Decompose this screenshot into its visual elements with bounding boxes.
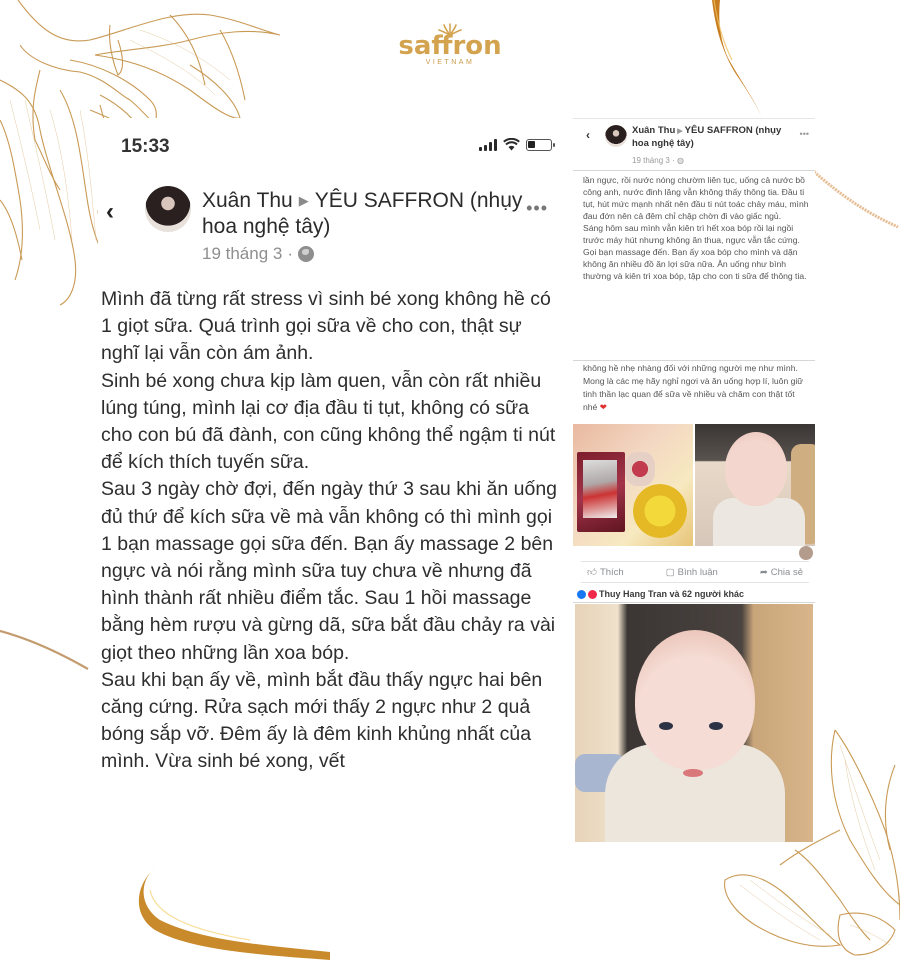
reactions-text: Thuy Hang Tran và 62 người khác — [599, 589, 744, 599]
post-paragraph: Mình đã từng rất stress vì sinh bé xong không hề có 1 giọt sữa. Quá trình gọi sữa về cho con, thật sự nghĩ lại vẫn còn ám ảnh. — [101, 288, 551, 365]
post-body — [101, 286, 561, 776]
comment-button[interactable] — [666, 567, 718, 578]
comment-icon: ▢ — [665, 566, 675, 578]
saffron-jar — [625, 452, 655, 486]
post-meta — [632, 156, 684, 165]
arrow-right-icon: ▶ — [298, 193, 309, 208]
status-icons — [479, 138, 552, 151]
wifi-icon — [503, 138, 520, 151]
status-time: 15:33 — [121, 136, 170, 157]
baby-mouth — [683, 769, 703, 777]
share-icon: ➦ — [759, 566, 768, 578]
post-paragraph: Sau khi bạn ấy về, mình bắt đầu thấy ngực hai bên căng cứng. Rửa sạch mới thấy 2 ngực như 2 quả bóng sắp vỡ. Đêm ấy là đêm kinh khủng nhất của mình. Vừa sinh bé xong, vết — [101, 668, 543, 773]
baby-eye — [659, 722, 673, 730]
globe-icon — [298, 246, 314, 262]
like-button[interactable] — [587, 566, 624, 578]
author-line — [202, 188, 532, 240]
baby-closeup-photo[interactable] — [575, 604, 813, 842]
post-paragraph: Sau 3 ngày chờ đợi, đến ngày thứ 3 sau khi ăn uống đủ thứ để kích sữa về mà vẫn không có thì mình gọi 1 bạn massage gọi sữa đến. Bạn ấy massage 2 bên ngực và nói rằng mình sữa tuy chưa về nhưng đã hình thành rất nhiều điểm tắc. Sau 1 hồi massage bằng hèm rượu và gừng dã, sữa bắt đầu chảy ra vài giọt theo những lần xoa bóp. — [101, 478, 558, 664]
brand-subtitle: VIETNAM — [425, 59, 475, 66]
commenter-avatar[interactable] — [799, 546, 813, 560]
share-button[interactable] — [760, 567, 803, 578]
tea-cup — [633, 484, 687, 538]
back-button[interactable]: ‹ — [106, 198, 114, 225]
status-bar — [98, 118, 564, 178]
baby-eye — [709, 722, 723, 730]
comment-label: Bình luận — [677, 566, 718, 578]
author-line — [632, 125, 792, 150]
post-body-bottom — [583, 362, 809, 414]
signal-icon — [479, 138, 497, 151]
gold-streak-right — [810, 165, 900, 235]
saffron-product-photo[interactable] — [573, 424, 693, 546]
battery-icon — [526, 139, 552, 151]
post-date[interactable]: 19 tháng 3 — [632, 156, 670, 165]
heart-icon: ❤ — [599, 402, 607, 412]
meta-separator: · — [287, 244, 294, 263]
divider — [573, 602, 815, 603]
gold-streak-bottom — [130, 860, 330, 960]
back-button[interactable]: ‹ — [586, 128, 590, 142]
brand-logo — [395, 22, 505, 78]
product-box — [577, 452, 625, 532]
post-photos — [573, 424, 815, 546]
divider — [573, 170, 815, 171]
left-post-screenshot — [98, 118, 564, 848]
reactions-summary[interactable] — [577, 589, 744, 599]
more-options-button[interactable]: ••• — [799, 129, 809, 139]
love-reaction-icon — [588, 590, 597, 599]
post-actions — [581, 561, 809, 583]
divider — [573, 360, 815, 361]
more-options-button[interactable]: ••• — [526, 198, 548, 218]
right-post-screenshot — [573, 118, 815, 842]
group-name[interactable]: YÊU SAFFRON (nhụy hoa nghệ tây) — [202, 189, 523, 238]
post-date[interactable]: 19 tháng 3 — [202, 244, 283, 263]
post-paragraph: Sinh bé xong chưa kịp làm quen, vẫn còn rất nhiều lúng túng, mình lại cơ địa đầu ti tụt, không có sữa cho con bú đã đành, con cũng không thể ngậm ti nút để kích thích tuyến sữa. — [101, 369, 556, 474]
globe-icon: ◍ — [676, 156, 684, 165]
post-header — [98, 180, 564, 270]
post-header-small — [573, 118, 815, 170]
group-name[interactable]: YÊU SAFFRON (nhụy hoa nghệ tây) — [632, 125, 782, 149]
author-name[interactable]: Xuân Thu — [202, 189, 293, 212]
like-label: Thích — [599, 566, 624, 578]
arrow-right-icon: ▶ — [677, 128, 683, 135]
post-body-top — [583, 174, 809, 282]
post-paragraph: không hề nhẹ nhàng đối với những người mẹ như mình. Mong là các mẹ hãy nghỉ ngơi và ăn uống hợp lí, luôn giữ tinh thần lạc quan để sữa về nhiều và chăm con thật tốt nhé — [583, 363, 804, 412]
share-label: Chia sẻ — [770, 566, 803, 578]
like-icon: 👍︎ — [587, 567, 597, 578]
meta-separator: · — [672, 156, 675, 165]
baby-photo[interactable] — [695, 424, 815, 546]
baby-head — [635, 630, 755, 770]
author-avatar[interactable] — [605, 125, 627, 147]
like-reaction-icon — [577, 590, 586, 599]
baby-face — [725, 432, 787, 506]
post-meta — [202, 244, 314, 264]
post-paragraph: lần ngực, rồi nước nóng chườm liên tục, uống cả nước bồ công anh, nước đinh lăng vẫn không thấy thông tia. Đầu ti tụt, hút mức mạnh nhất nên đầu ti nút toác chảy máu, mình đau đớn nên cả đêm chỉ chập chờn đi vào giấc ngủ. — [583, 175, 809, 221]
gold-streak-top-right — [700, 0, 780, 120]
brand-name: saffron — [398, 31, 502, 61]
author-avatar[interactable] — [145, 186, 191, 232]
post-paragraph: Sáng hôm sau mình vẫn kiên trì hết xoa bóp rồi lại ngồi trước máy hút nhưng không ăn thua, ngực vẫn tắc cứng. Gọi bạn massage đến. Bạn ấy xoa bóp cho mình và dặn không ăn nhiều đồ ăn lợi sữa nữa. Ăn uống như bình thường và kiên trì xoa bóp, tập cho con ti sữa để thông tia. — [583, 223, 807, 281]
gold-streak-left — [0, 625, 95, 675]
author-name[interactable]: Xuân Thu — [632, 125, 676, 136]
